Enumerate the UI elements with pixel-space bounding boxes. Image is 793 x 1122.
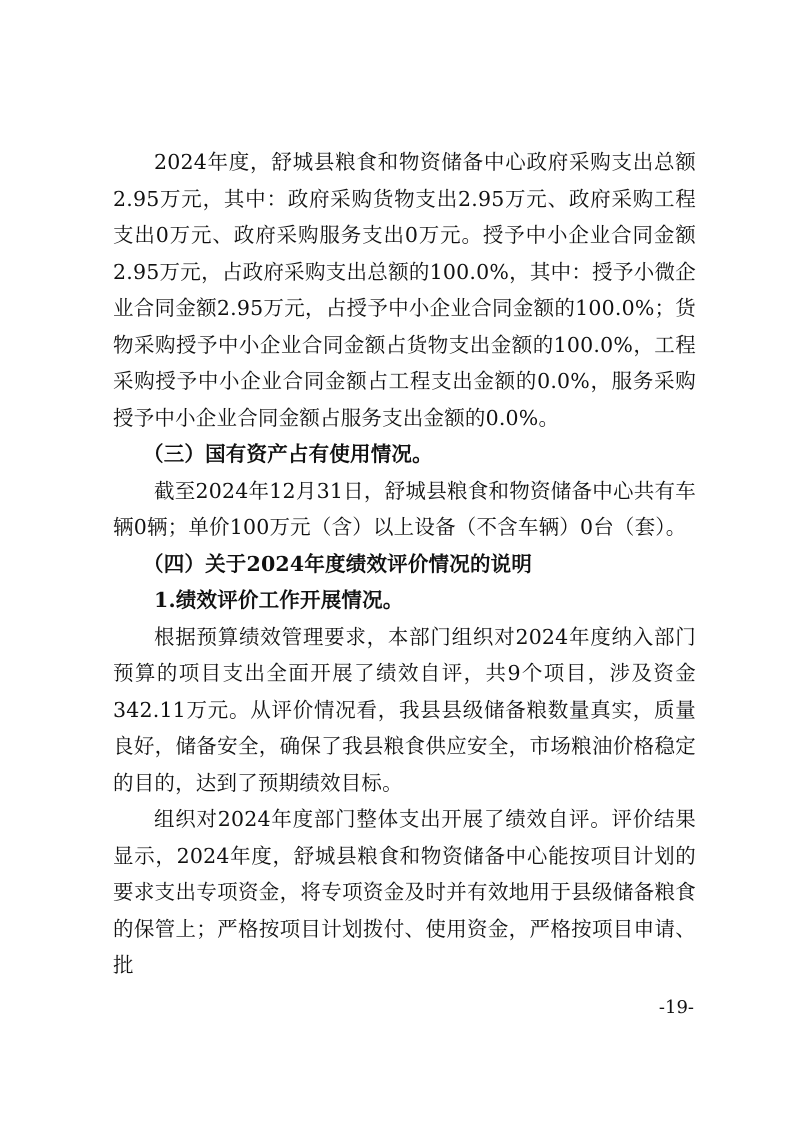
paragraph-overall-evaluation: 组织对2024年度部门整体支出开展了绩效自评。评价结果显示，2024年度，舒城县粮食和物资储备中心能按项目计划的要求支出专项资金，将专项资金及时并有效地用于县级储备粮食的保管上；严格按项目计划拨付、使用资金，严格按项目申请、批 — [113, 807, 696, 977]
document-body — [113, 144, 696, 984]
paragraph-state-assets: 截至2024年12月31日，舒城县粮食和物资储备中心共有车辆0辆；单价100万元（含）以上设备（不含车辆）0台（套）。 — [113, 478, 696, 539]
page-number: -19- — [658, 997, 694, 1018]
subheading-evaluation-work: 1.绩效评价工作开展情况。 — [154, 588, 404, 612]
paragraph-procurement: 2024年度，舒城县粮食和物资储备中心政府采购支出总额2.95万元，其中：政府采购货物支出2.95万元、政府采购工程支出0万元、政府采购服务支出0万元。授予中小企业合同金额2.95万元，占政府采购支出总额的100.0%，其中：授予小微企业合同金额2.95万元，占授予中小企业合同金额的100.0%；货物采购授予中小企业合同金额占货物支出金额的100.0%，工程采购授予中小企业合同金额占工程支出金额的0.0%，服务采购授予中小企业合同金额占服务支出金额的0.0%。 — [113, 150, 696, 430]
paragraph-project-evaluation: 根据预算绩效管理要求，本部门组织对2024年度纳入部门预算的项目支出全面开展了绩效自评，共9个项目，涉及资金342.11万元。从评价情况看，我县县级储备粮数量真实，质量良好，储备安全，确保了我县粮食供应安全，市场粮油价格稳定的目的，达到了预期绩效目标。 — [113, 624, 696, 795]
heading-performance-evaluation: （四）关于2024年度绩效评价情况的说明 — [143, 551, 533, 576]
heading-state-assets: （三）国有资产占有使用情况。 — [143, 442, 433, 466]
